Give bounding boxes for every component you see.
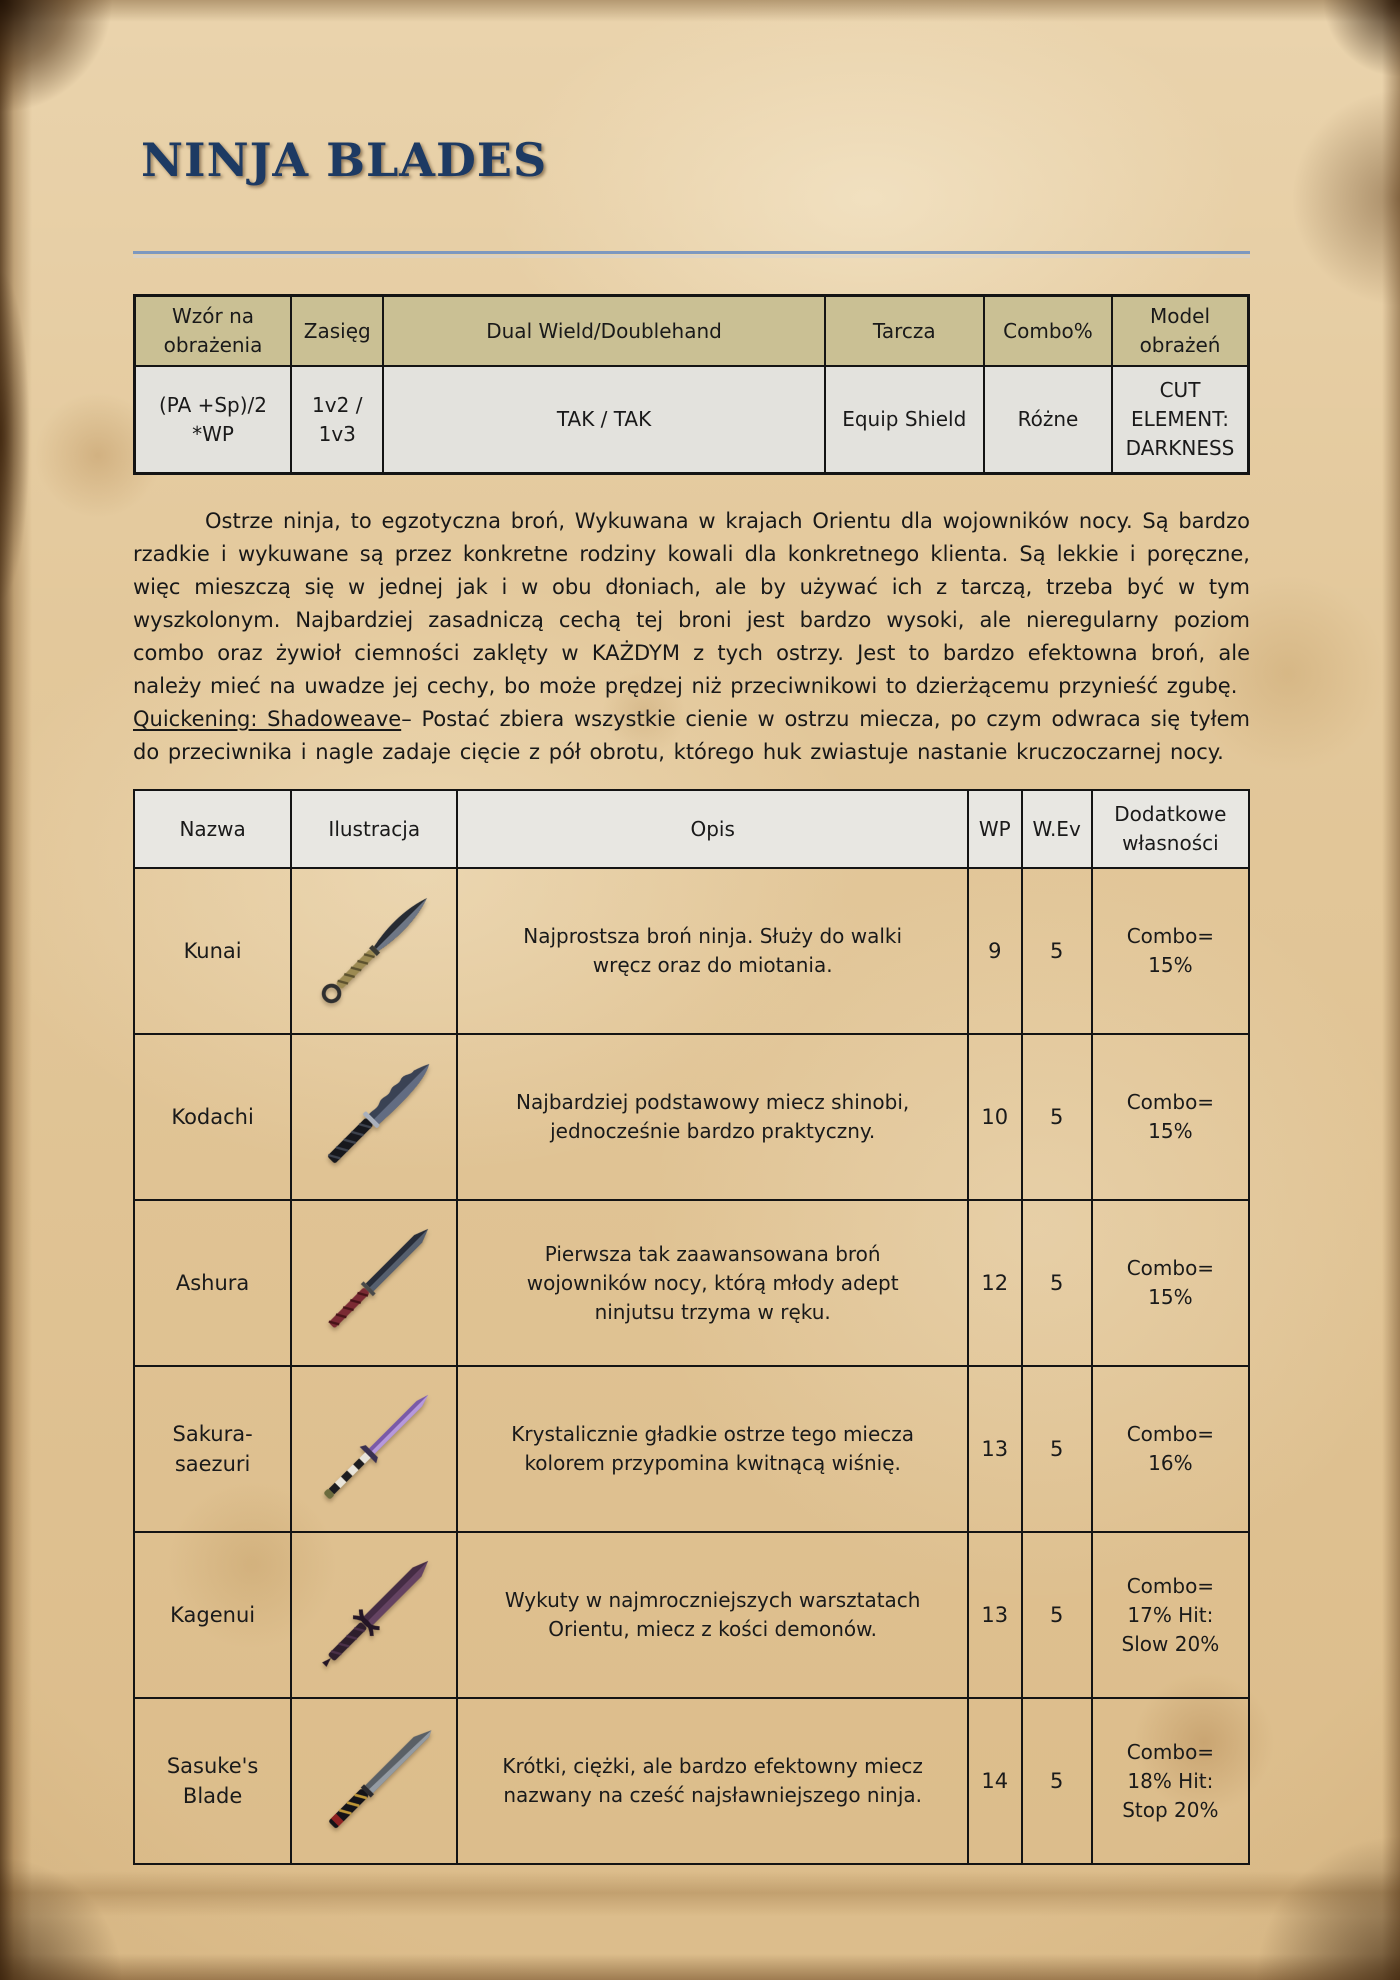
weapon-extra: Combo= 15% (1092, 1200, 1249, 1366)
stats-value-range: 1v2 / 1v3 (291, 366, 383, 474)
stats-value-damage-formula: (PA +Sp)/2 *WP (135, 366, 292, 474)
stats-header-damage-formula: Wzór na obrażenia (135, 296, 292, 367)
weapon-description: Wykuty w najmroczniejszych warsztatach Orientu, miecz z kości demonów. (457, 1532, 968, 1698)
stats-header-range: Zasięg (291, 296, 383, 367)
kunai-illustration (300, 873, 448, 1029)
weapon-name: Kunai (134, 868, 291, 1034)
quickening-label: Quickening: Shadoweave (133, 707, 402, 731)
stats-header-row (135, 296, 1249, 367)
stats-value-row (135, 366, 1249, 474)
table-row-ashura (134, 1200, 1249, 1366)
weapon-wev: 5 (1022, 1698, 1092, 1864)
stats-value-damage-model: CUT ELEMENT: DARKNESS (1112, 366, 1248, 474)
table-row-kodachi (134, 1034, 1249, 1200)
weapon-illustration-cell (291, 868, 457, 1034)
quickening-text: – Postać zbiera wszystkie cienie w ostrzu miecza, po czym odwraca się tyłem do przeciwnika i nagle zadaje cięcie z pół obrotu, którego huk zwiastuje nastanie kruczoczarnej nocy. (133, 707, 1250, 764)
weapon-wp: 12 (968, 1200, 1022, 1366)
kagenui-illustration (300, 1537, 448, 1693)
sasukes-blade-illustration (300, 1703, 448, 1859)
quickening-paragraph (133, 703, 1250, 769)
table-row-kagenui (134, 1532, 1249, 1698)
weapon-wp: 13 (968, 1366, 1022, 1532)
weapon-illustration-cell (291, 1532, 457, 1698)
ashura-illustration (300, 1205, 448, 1361)
stats-value-shield: Equip Shield (825, 366, 984, 474)
weapons-header-illustration: Ilustracja (291, 790, 457, 868)
weapon-name: Ashura (134, 1200, 291, 1366)
weapon-illustration-cell (291, 1200, 457, 1366)
sakura-saezuri-illustration (300, 1371, 448, 1527)
weapon-name: Sasuke's Blade (134, 1698, 291, 1864)
table-row-kunai (134, 868, 1249, 1034)
weapon-extra: Combo= 15% (1092, 868, 1249, 1034)
page-content (133, 0, 1250, 1865)
weapon-extra: Combo= 16% (1092, 1366, 1249, 1532)
weapon-wp: 14 (968, 1698, 1022, 1864)
weapon-name: Sakura-saezuri (134, 1366, 291, 1532)
weapon-wp: 13 (968, 1532, 1022, 1698)
weapons-header-extra: Dodatkowe własności (1092, 790, 1249, 868)
weapon-wp: 10 (968, 1034, 1022, 1200)
weapon-illustration-cell (291, 1698, 457, 1864)
weapon-wp: 9 (968, 868, 1022, 1034)
weapons-header-description: Opis (457, 790, 968, 868)
stats-header-combo: Combo% (984, 296, 1112, 367)
table-row-sasukes-blade (134, 1698, 1249, 1864)
stats-header-damage-model: Model obrażeń (1112, 296, 1248, 367)
weapons-table (133, 789, 1250, 1865)
weapon-illustration-cell (291, 1366, 457, 1532)
weapon-extra: Combo= 17% Hit: Slow 20% (1092, 1532, 1249, 1698)
weapon-wev: 5 (1022, 1366, 1092, 1532)
weapon-illustration-cell (291, 1034, 457, 1200)
description-paragraph: Ostrze ninja, to egzotyczna broń, Wykuwana w krajach Orientu dla wojowników nocy. Są bardzo rzadkie i wykuwane są przez konkretne rodziny kowali dla konkretnego klienta. Są lekkie i poręczne, więc mieszczą się w jednej jak i w obu dłoniach, ale by używać ich z tarczą, trzeba być w tym wyszkolonym. Najbardziej zasadniczą cechą tej broni jest bardzo wysoki, ale nieregularny poziom combo oraz żywioł ciemności zaklęty w KAŻDYM z tych ostrzy. Jest to bardzo efektowna broń, ale należy mieć na uwadze jej cechy, bo może prędzej niż przeciwnikowi to dzierżącemu przynieść zgubę. (133, 509, 1250, 698)
stats-header-shield: Tarcza (825, 296, 984, 367)
page-title: NINJA BLADES (141, 133, 548, 187)
weapon-wev: 5 (1022, 1200, 1092, 1366)
stats-table (133, 294, 1250, 475)
weapon-name: Kodachi (134, 1034, 291, 1200)
weapons-header-name: Nazwa (134, 790, 291, 868)
stats-value-combo: Różne (984, 366, 1112, 474)
kodachi-illustration (300, 1039, 448, 1195)
stats-header-dual-wield: Dual Wield/Doublehand (383, 296, 824, 367)
weapon-description: Najprostsza broń ninja. Służy do walki wręcz oraz do miotania. (457, 868, 968, 1034)
table-row-sakura-saezuri (134, 1366, 1249, 1532)
title-divider (133, 251, 1250, 254)
weapons-header-wev: W.Ev (1022, 790, 1092, 868)
weapon-wev: 5 (1022, 868, 1092, 1034)
weapon-name: Kagenui (134, 1532, 291, 1698)
weapon-description: Krystalicznie gładkie ostrze tego miecza kolorem przypomina kwitnącą wiśnię. (457, 1366, 968, 1532)
weapon-wev: 5 (1022, 1034, 1092, 1200)
weapons-header-row (134, 790, 1249, 868)
weapon-description: Pierwsza tak zaawansowana broń wojowników nocy, którą młody adept ninjutsu trzyma w ręku. (457, 1200, 968, 1366)
stats-value-dual-wield: TAK / TAK (383, 366, 824, 474)
weapon-extra: Combo= 18% Hit: Stop 20% (1092, 1698, 1249, 1864)
weapon-description: Krótki, ciężki, ale bardzo efektowny miecz nazwany na cześć najsławniejszego ninja. (457, 1698, 968, 1864)
weapon-extra: Combo= 15% (1092, 1034, 1249, 1200)
weapon-wev: 5 (1022, 1532, 1092, 1698)
weapon-description: Najbardziej podstawowy miecz shinobi, jednocześnie bardzo praktyczny. (457, 1034, 968, 1200)
weapons-header-wp: WP (968, 790, 1022, 868)
